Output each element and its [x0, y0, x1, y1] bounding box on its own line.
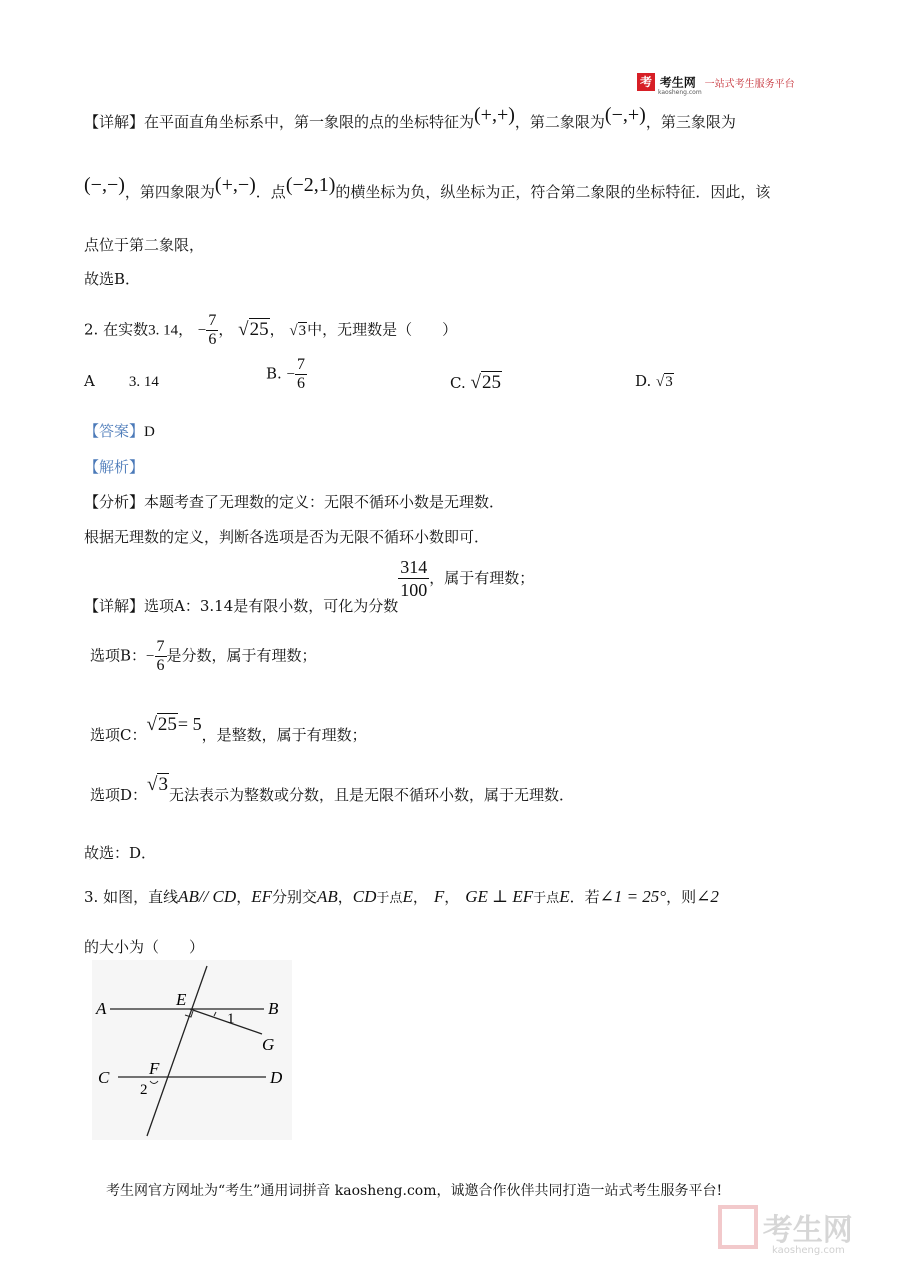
watermark-icon — [718, 1205, 758, 1249]
sign-quadrant-1: (+,+) — [474, 104, 515, 126]
sign-quadrant-4: (+,−) — [214, 174, 256, 196]
label-F: F — [149, 1059, 160, 1078]
analysis-2: 根据无理数的定义，判断各选项是否为无限不循环小数即可． — [84, 528, 490, 546]
footer-text: 考生网官方网址为“考生”通用词拼音 kaosheng.com，诚邀合作伙伴共同打造一站式考生服务平台! — [106, 1183, 723, 1199]
label-A: A — [96, 999, 107, 1018]
q3-figure — [92, 960, 292, 1140]
q2-frac-7-6: $\frac{7}{6}$ — [208, 312, 217, 348]
analysis-tag: 【解析】 — [84, 458, 145, 476]
footer-watermark — [718, 1205, 853, 1249]
logo-icon: 考 — [637, 73, 655, 91]
watermark-sub: kaosheng.com — [772, 1245, 845, 1256]
analysis-1: 【分析】本题考查了无理数的定义：无限不循环小数是无理数． — [84, 493, 505, 511]
q2-sqrt3: √3 — [289, 322, 307, 339]
detail-a: 【详解】选项A：3.14是有限小数，可化为分数 $\frac{314}{100}$ ，属于有理数； — [84, 557, 535, 615]
label-1: 1 — [227, 1011, 235, 1027]
q2-sqrt25: √25 — [238, 318, 269, 340]
point-coords: (−2,1) — [285, 174, 336, 196]
q3-stem-line1: 3. 如图，直线AB// CD，EF分别交AB，CD于点E， F， GE ⊥ EF于点E．若∠1 = 25°，则∠2 — [84, 887, 719, 906]
option-d: D. √3 — [635, 372, 673, 390]
answer-line: 【答案】D — [84, 422, 155, 440]
label-D: D — [270, 1068, 283, 1087]
label-E: E — [176, 990, 187, 1009]
label-G: G — [262, 1035, 275, 1054]
q1-detail-line3: 点位于第二象限， — [84, 236, 205, 254]
q3-stem-line2: 的大小为（ ） — [84, 938, 205, 956]
label-B: B — [268, 999, 279, 1018]
q1-detail-line1: 【详解】在平面直角坐标系中，第一象限的点的坐标特征为(+,+)，第二象限为(−,+)，第三象限为 — [84, 104, 736, 131]
sign-quadrant-2: (−,+) — [604, 104, 646, 126]
logo-sub: kaosheng.com — [658, 89, 702, 96]
detail-d: 选项D：√3无法表示为整数或分数，且是无限不循环小数，属于无理数． — [90, 774, 574, 804]
sign-quadrant-3: (−,−) — [84, 174, 125, 196]
watermark-text: 考生网 — [762, 1213, 853, 1248]
q1-detail-line2: (−,−)，第四象限为(+,−)．点(−2,1)的横坐标为负，纵坐标为正，符合第二象限的坐标特征．因此，该 — [84, 174, 771, 201]
option-b: B. − $\frac{7}{6}$ — [266, 356, 306, 392]
label-2: 2 — [140, 1082, 148, 1098]
q2-choice: 故选：D． — [84, 844, 157, 862]
detail-c: 选项C：√25= 5，是整数，属于有理数； — [90, 714, 367, 744]
detail-b: 选项B：− $\frac{7}{6}$ 是分数，属于有理数； — [90, 638, 317, 674]
q1-choice: 故选B． — [84, 270, 141, 288]
label-C: C — [98, 1068, 110, 1087]
option-c: C. √25 — [450, 372, 501, 393]
option-a: A 3. 14 — [84, 372, 159, 390]
logo-text: 考生网 — [659, 75, 696, 90]
q2-stem: 2. 在实数3. 14， − $\frac{7}{6}$ ， √25， √3中，无理数是（ ） — [84, 312, 458, 348]
logo-slogan: 一站式考生服务平台 — [704, 78, 795, 90]
